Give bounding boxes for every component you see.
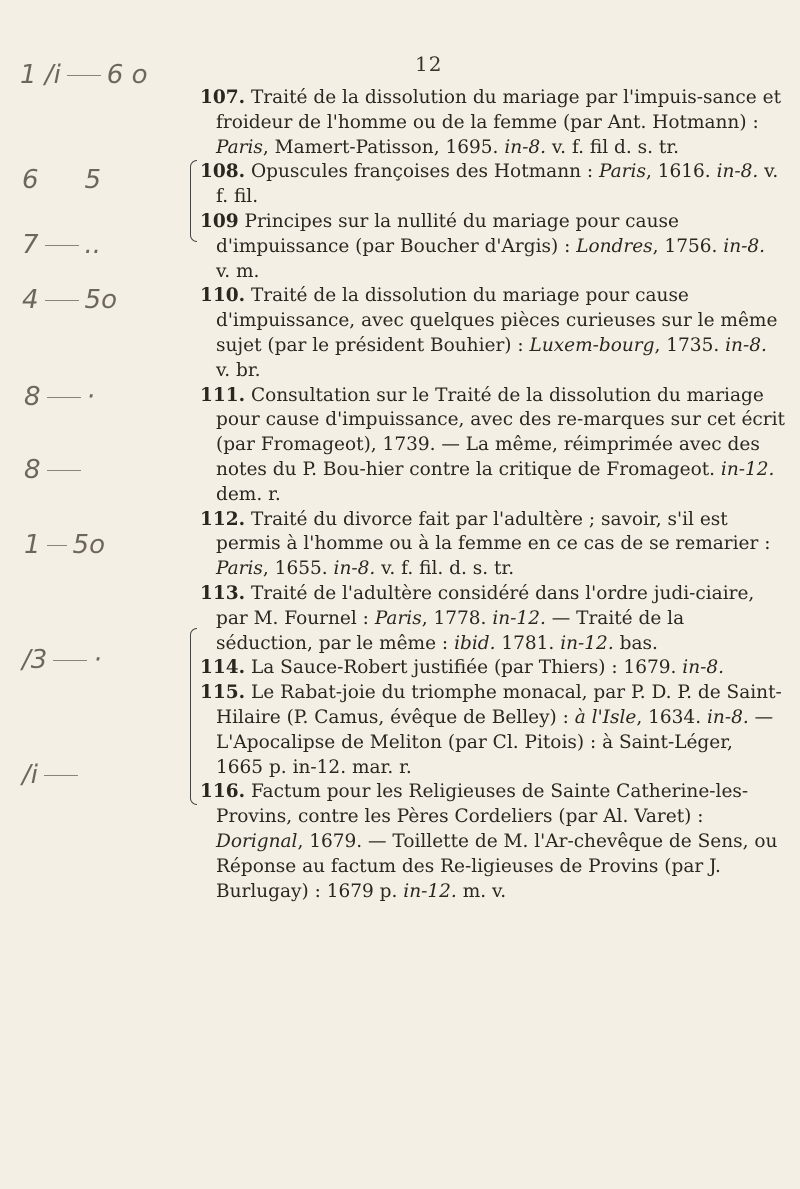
catalogue-entry: 114. La Sauce-Robert justifiée (par Thiers) : 1679. in-8. [200, 657, 725, 679]
margin-note: 8 · [24, 382, 95, 412]
grouping-bracket [190, 628, 197, 805]
margin-note: 8 [24, 455, 87, 485]
catalogue-entry: 116. Factum pour les Religieuses de Sainte Catherine-les-Provins, contre les Pères Cordeliers (par Al. Varet) : Dorignal, 1679. — Toillette de M. l'Ar-chevêque de Sens, ou Réponse au factum des Re-ligieuses de Provins (par J. Burlugay) : 1679 p. in-12. m. v. [200, 781, 778, 902]
catalogue-entry: 115. Le Rabat-joie du triomphe monacal, par P. D. P. de Saint-Hilaire (P. Camus, évêque de Belley) : à l'Isle, 1634. in-8. — L'Apocalipse de Meliton (par Cl. Pitois) : à Saint-Léger, 1665 p. in-12. mar. r. [200, 682, 782, 778]
margin-note: 1 /i 6 o [20, 60, 148, 90]
margin-annotations [0, 0, 170, 1189]
margin-note: 7 .. [22, 230, 102, 260]
page-number: 12 [415, 52, 443, 76]
catalogue-entry: 107. Traité de la dissolution du mariage par l'impuis-sance et froideur de l'homme ou de la femme (par Ant. Hotmann) : Paris, Mamert-Patisson, 1695. in-8. v. f. fil d. s. tr. [200, 87, 782, 158]
catalogue-entry: 108. Opuscules françoises des Hotmann : Paris, 1616. in-8. v. f. fil. [200, 161, 779, 208]
margin-note: /i [22, 760, 84, 790]
margin-note: 1 5o [24, 530, 105, 560]
grouping-bracket [190, 160, 197, 242]
margin-note: 4 5o [22, 285, 117, 315]
catalogue-entries [200, 86, 785, 904]
margin-note: 6 5 [22, 165, 102, 195]
catalogue-entry: 113. Traité de l'adultère considéré dans l'ordre judi-ciaire, par M. Fournel : Paris, 1778. in-12. — Traité de la séduction, par le même : ibid. 1781. in-12. bas. [200, 582, 755, 654]
margin-note: /3 · [22, 645, 102, 675]
catalogue-entry: 109 Principes sur la nullité du mariage pour cause d'impuissance (par Boucher d'Argis) : Londres, 1756. in-8. v. m. [200, 210, 766, 282]
catalogue-entry: 111. Consultation sur le Traité de la dissolution du mariage pour cause d'impuissance, avec des re-marques sur cet écrit (par Fromageot), 1739. — La même, réimprimée avec des notes du P. Bou-hier contre la critique de Fromageot. in-12. dem. r. [200, 384, 785, 505]
catalogue-entry: 112. Traité du divorce fait par l'adultère ; savoir, s'il est permis à l'homme ou à la femme en ce cas de se remarier : Paris, 1655. in-8. v. f. fil. d. s. tr. [200, 508, 771, 580]
catalogue-entry: 110. Traité de la dissolution du mariage pour cause d'impuissance, avec quelques pièces curieuses sur le même sujet (par le président Bouhier) : Luxem-bourg, 1735. in-8. v. br. [200, 285, 778, 381]
